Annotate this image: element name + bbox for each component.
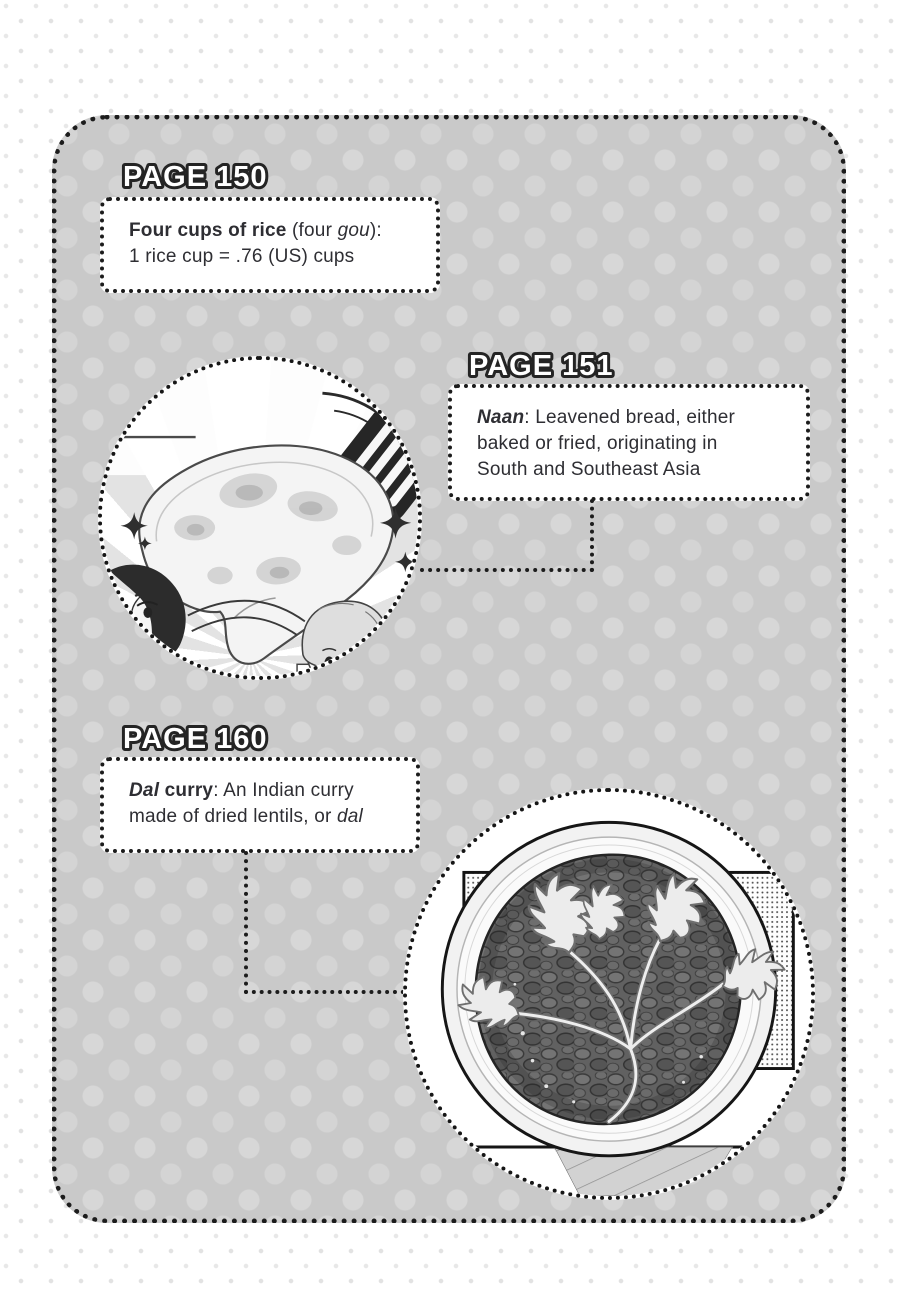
note-box-page-151	[448, 384, 810, 501]
note-box-page-160	[100, 757, 420, 853]
page-151-header-text: PAGE 151	[469, 350, 614, 382]
page-150-header	[121, 153, 341, 199]
naan-illustration	[102, 360, 418, 676]
connector-line-160	[244, 851, 405, 994]
connector-line-151	[420, 499, 594, 572]
page-160-header-text: PAGE 160	[123, 723, 268, 755]
page-151-header	[467, 342, 687, 388]
note-150-line1: Four cups of rice (four gou):	[129, 220, 382, 241]
dal-illustration-circle	[403, 788, 815, 1200]
note-151-line2: baked or fried, originating in	[477, 433, 718, 454]
note-151-line3: South and Southeast Asia	[477, 459, 701, 480]
page-160-header	[121, 715, 341, 761]
naan-illustration-circle	[98, 356, 422, 680]
note-160-line1: Dal curry: An Indian curry	[129, 780, 354, 801]
note-box-page-150	[100, 197, 440, 293]
glossary-panel	[52, 115, 846, 1223]
note-160-line2: made of dried lentils, or dal	[129, 806, 363, 827]
dal-illustration	[407, 792, 811, 1196]
note-151-line1: Naan: Leavened bread, either	[477, 407, 736, 428]
page-150-header-text: PAGE 150	[123, 161, 268, 193]
note-150-line2: 1 rice cup = .76 (US) cups	[129, 246, 355, 267]
